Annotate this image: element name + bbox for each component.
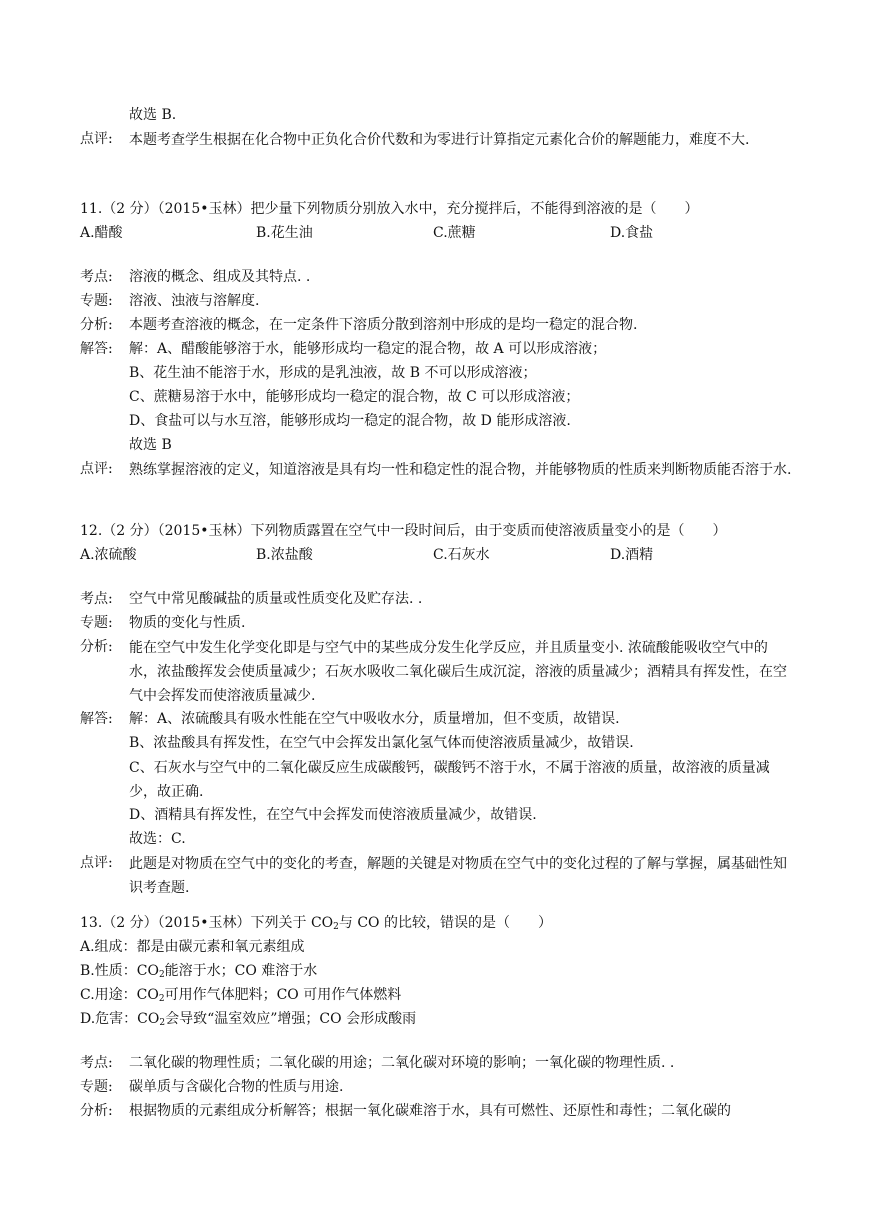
q13-option-d: [80, 1008, 792, 1030]
q11-zhuanti: 溶液、浊液与溶解度.: [129, 293, 260, 309]
q12-zhuanti: 物质的变化与性质.: [129, 615, 246, 631]
comment-text: 本题考查学生根据在化合物中正负化合价代数和为零进行计算指定元素化合价的解题能力，难度不大.: [129, 132, 750, 148]
q13-option-b-post: 能溶于水；CO 难溶于水: [164, 963, 318, 979]
q11-jieda-label: 解答:: [80, 341, 113, 357]
q13-option-b: [80, 960, 792, 982]
q13-stem-subscript: 2: [333, 922, 339, 932]
q11-option-b: B.花生油: [256, 225, 313, 241]
q11-dianping-label: 点评:: [80, 461, 113, 477]
q13-option-c-pre: C.用途：CO: [80, 987, 159, 1003]
q13-option-c-post: 可用作气体肥料；CO 可用作气体燃料: [164, 987, 402, 1003]
q11-kaodian: 溶液的概念、组成及其特点. .: [129, 269, 311, 285]
q13-option-d-pre: D.危害：CO: [80, 1011, 160, 1027]
q13-option-b-pre: B.性质：CO: [80, 963, 159, 979]
q11-jieda-line-4: D、食盐可以与水互溶，能够形成均一稳定的混合物，故 D 能形成溶液.: [129, 413, 571, 429]
q11-jieda-line-1: 解：A、醋酸能够溶于水，能够形成均一稳定的混合物，故 A 可以形成溶液；: [129, 341, 607, 357]
q12-jieda-line-5: 故选：C.: [129, 831, 186, 847]
q11-fenxi: 本题考查溶液的概念，在一定条件下溶质分散到溶剂中形成的是均一稳定的混合物.: [129, 317, 638, 333]
q13-zhuanti: 碳单质与含碳化合物的性质与用途.: [129, 1079, 344, 1095]
q11-option-d: D.食盐: [610, 225, 654, 241]
q12-dianping: 此题是对物质在空气中的变化的考查，解题的关键是对物质在空气中的变化过程的了解与掌握，属基础性知识考查题.: [129, 856, 787, 896]
q11-option-c: C.蔗糖: [433, 225, 476, 241]
comment-label: 点评:: [80, 131, 113, 147]
q12-option-d: D.酒精: [610, 547, 654, 563]
q11-jieda-line-5: 故选 B: [129, 437, 172, 453]
q11-option-a: A.醋酸: [80, 225, 123, 241]
q12-option-a: A.浓硫酸: [80, 547, 137, 563]
q13-stem-pre: 13.（2 分）（2015•玉林）下列关于 CO: [80, 915, 334, 931]
q12-fenxi: 能在空气中发生化学变化即是与空气中的某些成分发生化学反应，并且质量变小. 浓硫酸能吸收空气中的水，浓盐酸挥发会使质量减少；石灰水吸收二氧化碳后生成沉淀，溶液的质量减少；酒精具有挥发性，在空气中会挥发而使溶液质量减少.: [129, 640, 787, 704]
q12-option-c: C.石灰水: [433, 547, 490, 563]
q12-jieda-line-3: C、石灰水与空气中的二氧化碳反应生成碳酸钙，碳酸钙不溶于水，不属于溶液的质量，故溶液的质量减少，故正确.: [129, 760, 770, 800]
q11-fenxi-label: 分析:: [80, 317, 113, 333]
q12-kaodian: 空气中常见酸碱盐的质量或性质变化及贮存法. .: [129, 591, 423, 607]
q12-jieda-line-4: D、酒精具有挥发性，在空气中会挥发而使溶液质量减少，故错误.: [129, 807, 537, 823]
q12-option-b: B.浓盐酸: [256, 547, 313, 563]
q11-jieda-line-3: C、蔗糖易溶于水中，能够形成均一稳定的混合物，故 C 可以形成溶液；: [129, 389, 580, 405]
q13-option-d-subscript: 2: [159, 1018, 166, 1028]
q12-zhuanti-label: 专题:: [80, 615, 113, 631]
q13-fenxi-label: 分析:: [80, 1103, 113, 1119]
q13-zhuanti-label: 专题:: [80, 1079, 113, 1095]
q13-option-c-subscript: 2: [158, 994, 165, 1004]
q12-jieda-line-2: B、浓盐酸具有挥发性，在空气中会挥发出氯化氢气体而使溶液质量减少，故错误.: [129, 735, 634, 751]
answer-line: 故选 B.: [129, 107, 177, 123]
q11-dianping: 熟练掌握溶液的定义，知道溶液是具有均一性和稳定性的混合物，并能够物质的性质来判断物质能否溶于水.: [129, 462, 792, 478]
q13-option-b-subscript: 2: [158, 970, 165, 980]
q11-stem: 11.（2 分）（2015•玉林）把少量下列物质分别放入水中，充分搅拌后，不能得到溶液的是（ ）: [80, 201, 699, 217]
q13-kaodian: 二氧化碳的物理性质；二氧化碳的用途；二氧化碳对环境的影响；一氧化碳的物理性质. .: [129, 1055, 675, 1071]
q13-stem: [80, 912, 792, 934]
q11-jieda-line-2: B、花生油不能溶于水，形成的是乳浊液，故 B 不可以形成溶液；: [129, 365, 537, 381]
q13-option-c: [80, 984, 792, 1006]
q11-zhuanti-label: 专题:: [80, 293, 113, 309]
q12-fenxi-label: 分析:: [80, 639, 113, 655]
q13-option-d-post: 会导致“温室效应”增强；CO 会形成酸雨: [165, 1011, 417, 1027]
q13-fenxi: 根据物质的元素组成分析解答；根据一氧化碳难溶于水，具有可燃性、还原性和毒性；二氧化碳的: [129, 1103, 731, 1119]
q12-jieda-label: 解答:: [80, 711, 113, 727]
q12-kaodian-label: 考点:: [80, 591, 113, 607]
q13-stem-post: 与 CO 的比较，错误的是（ ）: [338, 915, 552, 931]
q12-jieda-line-1: 解：A、浓硫酸具有吸水性能在空气中吸收水分，质量增加，但不变质，故错误.: [129, 711, 620, 727]
q12-stem: 12.（2 分）（2015•玉林）下列物质露置在空气中一段时间后，由于变质而使溶液质量变小的是（ ）: [80, 523, 727, 539]
q11-kaodian-label: 考点:: [80, 269, 113, 285]
q12-dianping-label: 点评:: [80, 855, 113, 871]
q13-option-a: A.组成：都是由碳元素和氧元素组成: [80, 939, 305, 955]
q13-kaodian-label: 考点:: [80, 1055, 113, 1071]
